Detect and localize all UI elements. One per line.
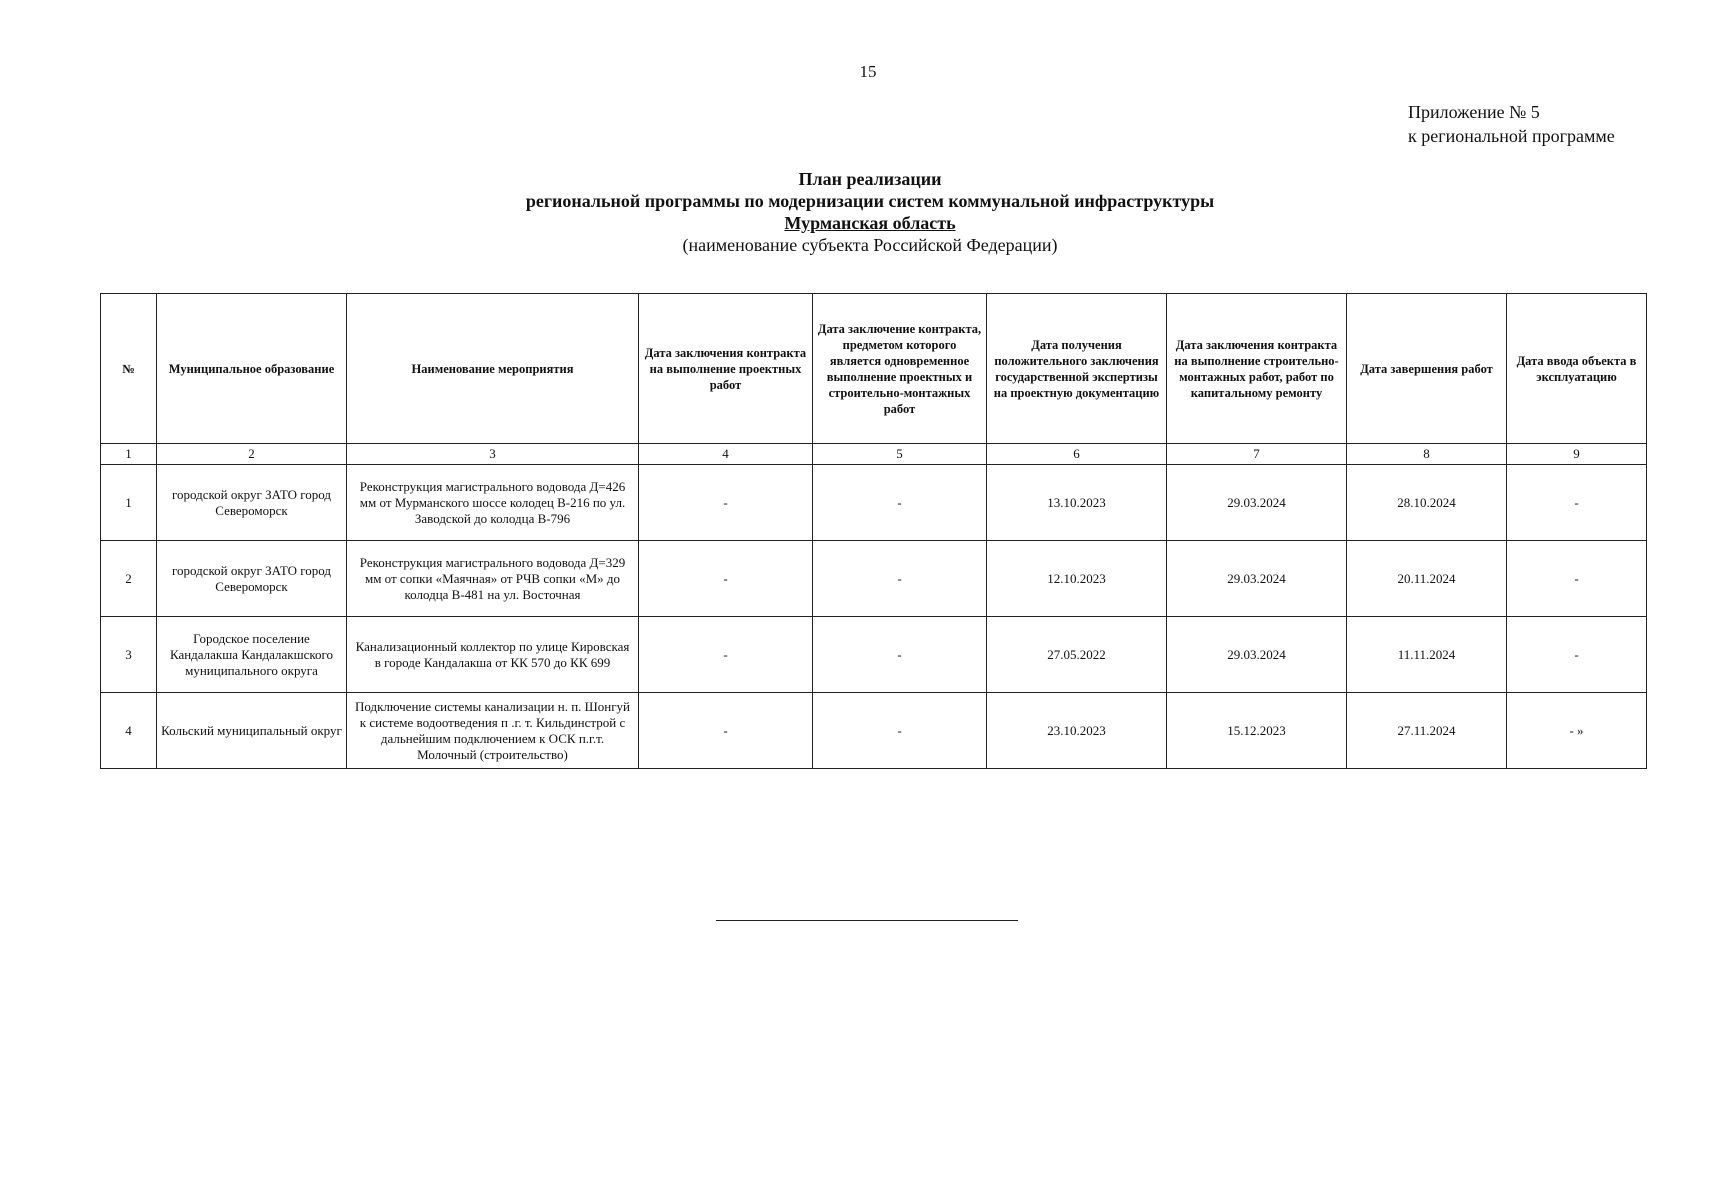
column-number-cell: 3 [347, 444, 639, 465]
table-cell: Реконструкция магистрального водовода Д=426 мм от Мурманского шоссе колодец В-216 по ул. Заводской до колодца В-796 [347, 465, 639, 541]
table-cell: Канализационный коллектор по улице Кировская в городе Кандалакша от КК 570 до КК 699 [347, 617, 639, 693]
table-cell: 11.11.2024 [1347, 617, 1507, 693]
column-number-row [101, 444, 1647, 465]
table-cell: - [813, 465, 987, 541]
header-cell: Дата заключение контракта, предметом которого является одновременное выполнение проектных и строительно-монтажных работ [813, 294, 987, 444]
table-cell: 12.10.2023 [987, 541, 1167, 617]
table-cell: - [1507, 541, 1647, 617]
header-cell: Дата получения положительного заключения государственной экспертизы на проектную документацию [987, 294, 1167, 444]
table-row [101, 693, 1647, 769]
table-cell: 29.03.2024 [1167, 541, 1347, 617]
heading-subtitle: региональной программы по модернизации систем коммунальной инфраструктуры [525, 191, 1215, 211]
table-row [101, 465, 1647, 541]
column-number-cell: 2 [157, 444, 347, 465]
table-cell: 29.03.2024 [1167, 465, 1347, 541]
table-cell: - [639, 465, 813, 541]
table-cell: Городское поселение Кандалакша Кандалакшского муниципального округа [157, 617, 347, 693]
table-cell: - [813, 541, 987, 617]
heading-subject-note: (наименование субъекта Российской Федерации) [682, 235, 1058, 255]
plan-table [100, 293, 1647, 769]
table-cell: - » [1507, 693, 1647, 769]
table-cell: 3 [101, 617, 157, 693]
table-cell: - [639, 541, 813, 617]
header-cell: Дата заключения контракта на выполнение строительно-монтажных работ, работ по капитальному ремонту [1167, 294, 1347, 444]
table-header-row [101, 294, 1647, 444]
table-row [101, 541, 1647, 617]
table-cell: Реконструкция магистрального водовода Д=329 мм от сопки «Маячная» от РЧВ сопки «М» до колодца В-481 на ул. Восточная [347, 541, 639, 617]
header-cell: Дата завершения работ [1347, 294, 1507, 444]
appendix-line-2: к региональной программе [1408, 126, 1615, 146]
table-cell: 20.11.2024 [1347, 541, 1507, 617]
column-number-cell: 4 [639, 444, 813, 465]
table-cell: 29.03.2024 [1167, 617, 1347, 693]
header-cell: Муниципальное образование [157, 294, 347, 444]
header-cell: Наименование мероприятия [347, 294, 639, 444]
table-cell: 1 [101, 465, 157, 541]
page-number: 15 [859, 62, 877, 81]
table-cell: 28.10.2024 [1347, 465, 1507, 541]
table-cell: городской округ ЗАТО город Североморск [157, 465, 347, 541]
closing-divider [716, 920, 1018, 921]
table-cell: 15.12.2023 [1167, 693, 1347, 769]
heading-subject: Мурманская область [784, 213, 956, 233]
table-cell: городской округ ЗАТО город Североморск [157, 541, 347, 617]
column-number-cell: 5 [813, 444, 987, 465]
table-cell: 2 [101, 541, 157, 617]
header-cell: № [101, 294, 157, 444]
table-row [101, 617, 1647, 693]
document-heading [0, 168, 1712, 256]
column-number-cell: 1 [101, 444, 157, 465]
header-cell: Дата заключения контракта на выполнение проектных работ [639, 294, 813, 444]
table-cell: - [639, 617, 813, 693]
table-cell: 13.10.2023 [987, 465, 1167, 541]
table-cell: 4 [101, 693, 157, 769]
header-cell: Дата ввода объекта в эксплуатацию [1507, 294, 1647, 444]
table-cell: 27.05.2022 [987, 617, 1167, 693]
heading-title: План реализации [798, 169, 942, 189]
table-cell: - [813, 617, 987, 693]
column-number-cell: 6 [987, 444, 1167, 465]
table-cell: - [813, 693, 987, 769]
column-number-cell: 9 [1507, 444, 1647, 465]
appendix-line-1: Приложение № 5 [1408, 102, 1540, 122]
table-cell: 23.10.2023 [987, 693, 1167, 769]
column-number-cell: 8 [1347, 444, 1507, 465]
appendix-note [1408, 100, 1615, 148]
table-cell: 27.11.2024 [1347, 693, 1507, 769]
column-number-cell: 7 [1167, 444, 1347, 465]
table-cell: - [1507, 617, 1647, 693]
table-cell: - [639, 693, 813, 769]
table-cell: Подключение системы канализации н. п. Шонгуй к системе водоотведения п .г. т. Кильдинстрой с дальнейшим подключением к ОСК п.г.т. Молочный (строительство) [347, 693, 639, 769]
table-cell: Кольский муниципальный округ [157, 693, 347, 769]
table-cell: - [1507, 465, 1647, 541]
